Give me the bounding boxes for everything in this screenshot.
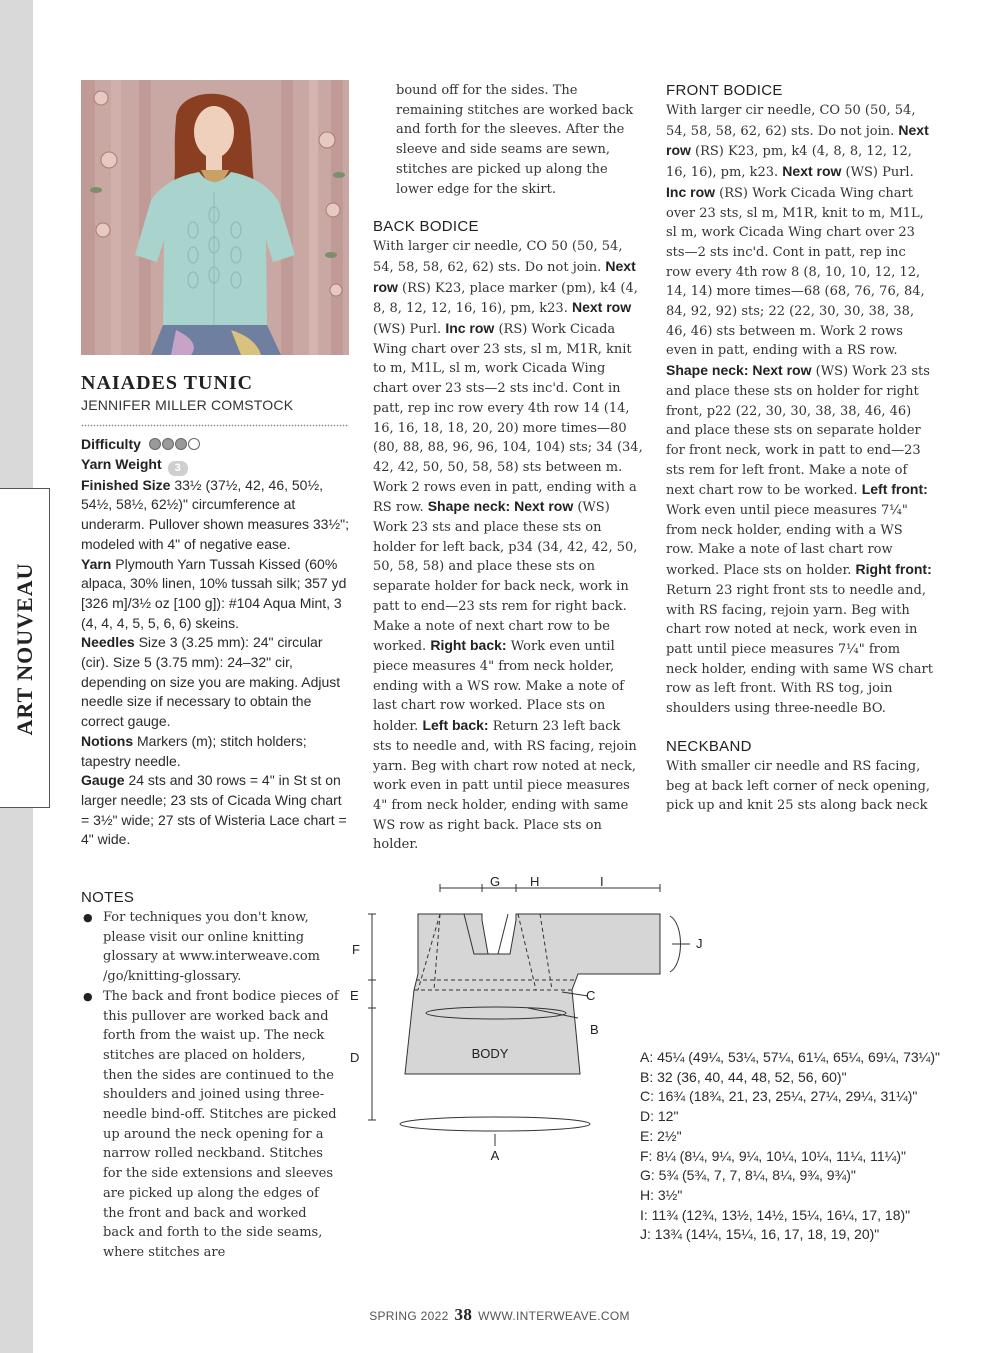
column-two xyxy=(373,81,643,855)
difficulty-rating-icon xyxy=(149,436,201,452)
dimension-item: I: 11¾ (12¾, 13½, 14½, 15¼, 16¼, 17, 18)" xyxy=(640,1206,911,1223)
svg-text:I: I xyxy=(600,874,604,889)
back-bodice-heading: BACK BODICE xyxy=(373,218,479,236)
yarn-weight-row xyxy=(81,455,351,476)
dimension-item: D: 12" xyxy=(640,1108,679,1125)
notes-block xyxy=(81,888,339,1263)
intro-paragraph: bound off for the sides. The remaining stitches are worked back and forth for the sleeves. After the sleeve and side seams are sewn, stitches are picked up along the lower edge for the skirt. xyxy=(396,83,634,197)
dimensions-list xyxy=(640,1048,940,1245)
neckband-text: With smaller cir needle and RS facing, beg at back left corner of neck opening, pick up and knit 25 sts along back neck xyxy=(666,758,931,814)
column-three xyxy=(666,81,934,816)
back-bodice-text: With larger cir needle, CO 50 (50, 54, 54, 58, 58, 62, 62) sts. Do not join. Next row (RS) K23, place marker (pm), k4 (4, 8, 8, 12, 12, 16, 16), pm, k23. Next row (WS) Purl. Inc row (RS) Work Cicada Wing chart over 23 sts, sl m, M1R, knit to m, M1L, sl m, work Cicada Wing chart over 23 sts—2 sts inc'd. Cont in patt, rep inc row every 4th row 14 (14, 16, 16, 18, 18, 20, 20) more times—80 (80, 88, 88, 96, 96, 104, 104) sts; 34 (34, 42, 42, 50, 50, 58, 58) sts between m. Work 2 rows even in patt, ending with a RS row. Shape neck: Next row (WS) Work 23 sts and place these sts on holder for left back, p34 (34, 42, 42, 50, 50, 58, 58) and place these sts on separate holder for back neck, work in patt to end—23 sts rem for right back. Make a note of next chart row to be worked. Right back: Work even until piece measures 4" from neck holder, ending with a WS row. Make a note of last chart row worked. Place sts on holder. Left back: Return 23 left back sts to needle and, with RS facing, rejoin yarn. Beg with chart row noted at neck, work even in patt until piece measures 4" from neck holder, ending with same WS row as right back. Place sts on holder. xyxy=(373,239,643,853)
dimension-item: C: 16¾ (18¾, 21, 23, 25¼, 27¼, 29¼, 31¼)" xyxy=(640,1088,918,1105)
svg-text:H: H xyxy=(530,874,540,889)
notions-spec: Notions Markers (m); stitch holders; tapestry needle. xyxy=(81,732,307,769)
dimension-item: E: 2½" xyxy=(640,1127,682,1144)
svg-text:D: D xyxy=(350,1050,360,1065)
yarn-spec: Yarn Plymouth Yarn Tussah Kissed (60% alpaca, 30% linen, 10% tussah silk; 357 yd [326 m]/3½ oz [100 g]): #104 Aqua Mint, 3 (4, 4, 4, 5, 5, 6, 6) skeins. xyxy=(81,555,347,631)
svg-text:G: G xyxy=(490,874,501,889)
needles-spec: Needles Size 3 (3.25 mm): 24" circular (cir). Size 5 (3.75 mm): 24–32" cir, depending on size you are making. Adjust needle size if necessary to obtain the correct gauge. xyxy=(81,634,341,730)
pattern-title: NAIADES TUNIC xyxy=(81,372,254,394)
yarn-weight-label: Yarn Weight xyxy=(81,455,162,472)
front-bodice-text: With larger cir needle, CO 50 (50, 54, 54, 58, 58, 62, 62) sts. Do not join. Next row (RS) K23, pm, k4 (4, 8, 8, 12, 12, 16, 16), pm, k23. Next row (WS) Purl. Inc row (RS) Work Cicada Wing chart over 23 sts, sl m, M1R, knit to m, M1L, sl m, work Cicada Wing chart over 23 sts—2 sts inc'd. Cont in patt, rep inc row every 4th row 8 (8, 10, 10, 12, 12, 14, 14) more times—68 (68, 76, 76, 84, 84, 92, 92) sts; 22 (22, 30, 30, 38, 38, 46, 46) sts between m. Work 2 rows even in patt, ending with a RS row. Shape neck: Next row (WS) Work 23 sts and place these sts on holder for right front, p22 (22, 30, 30, 38, 38, 46, 46) and place these sts on separate holder for front neck, work in patt to end—23 sts rem for left front. Make a note of next chart row to be worked. Left front: Work even until piece measures 7¼" from neck holder, ending with a WS row. Make a note of last chart row worked. Place sts on holder. Right front: Return 23 right front sts to needle and, with RS facing, rejoin yarn. Beg with chart row noted at neck, work even in patt until piece measures 7¼" from neck holder, ending with same WS chart row as left front. With RS tog, join shoulders using three-needle BO. xyxy=(666,103,933,717)
designer-name: JENNIFER MILLER COMSTOCK xyxy=(81,397,294,413)
schematic-body-label: BODY xyxy=(471,1046,509,1061)
dimension-item: B: 32 (36, 40, 44, 48, 52, 56, 60)" xyxy=(640,1068,847,1085)
dotted-divider xyxy=(81,424,349,427)
section-tab xyxy=(0,488,50,808)
dimension-item: A: 45¼ (49¼, 53¼, 57¼, 61¼, 65¼, 69¼, 73¼)" xyxy=(640,1049,940,1065)
svg-text:J: J xyxy=(696,936,703,951)
dimension-item: F: 8¼ (8¼, 9¼, 9¼, 10¼, 10¼, 11¼, 11¼)" xyxy=(640,1147,906,1164)
front-bodice-heading: FRONT BODICE xyxy=(666,82,783,99)
page-number: 38 xyxy=(454,1305,473,1324)
footer-season: SPRING 2022 xyxy=(369,1309,449,1323)
specs-block xyxy=(81,435,351,850)
model-photo xyxy=(81,80,349,355)
page-footer xyxy=(0,1305,999,1325)
note-item: ● For techniques you don't know, please visit our online knitting glossary at www.interweave.com /go/knitting-glossary. xyxy=(81,908,339,987)
svg-text:B: B xyxy=(590,1022,599,1037)
dimension-item: J: 13¾ (14¼, 15¼, 16, 17, 18, 19, 20)" xyxy=(640,1226,880,1243)
note-item: ● The back and front bodice pieces of this pullover are worked back and forth from the waist up. The neck stitches are placed on holders, then the sides are continued to the shoulders and joined using three-needle bind-off. Stitches are picked up around the neck opening for a narrow rolled neckband. Stitches for the side extensions and sleeves are picked up along the edges of the front and back and worked back and forth to the side seams, where stitches are xyxy=(81,987,339,1263)
gauge-spec: Gauge 24 sts and 30 rows = 4" in St st on larger needle; 23 sts of Cicada Wing chart = 3½" wide; 27 sts of Wisteria Lace chart = 4" wide. xyxy=(81,772,347,848)
yarn-weight-badge-icon: 3 xyxy=(168,461,188,476)
difficulty-label: Difficulty xyxy=(81,436,141,452)
svg-text:E: E xyxy=(350,988,359,1003)
notes-heading: NOTES xyxy=(81,889,135,906)
section-tab-label: ART NOUVEAU xyxy=(12,562,37,736)
difficulty-row xyxy=(81,435,351,455)
dimension-item: G: 5¾ (5¾, 7, 7, 8¼, 8¼, 9¾, 9¾)" xyxy=(640,1167,856,1184)
neckband-heading: NECKBAND xyxy=(666,737,752,755)
svg-text:F: F xyxy=(352,942,360,957)
svg-text:A: A xyxy=(490,1148,500,1163)
footer-site: WWW.INTERWEAVE.COM xyxy=(478,1309,630,1323)
finished-size: Finished Size 33½ (37½, 42, 46, 50½, 54½, 58½, 62½)" circumference at underarm. Pullover shown measures 33½"; modeled with 4" of negative ease. xyxy=(81,476,349,552)
svg-text:C: C xyxy=(586,988,596,1003)
dimension-item: H: 3½" xyxy=(640,1186,683,1203)
